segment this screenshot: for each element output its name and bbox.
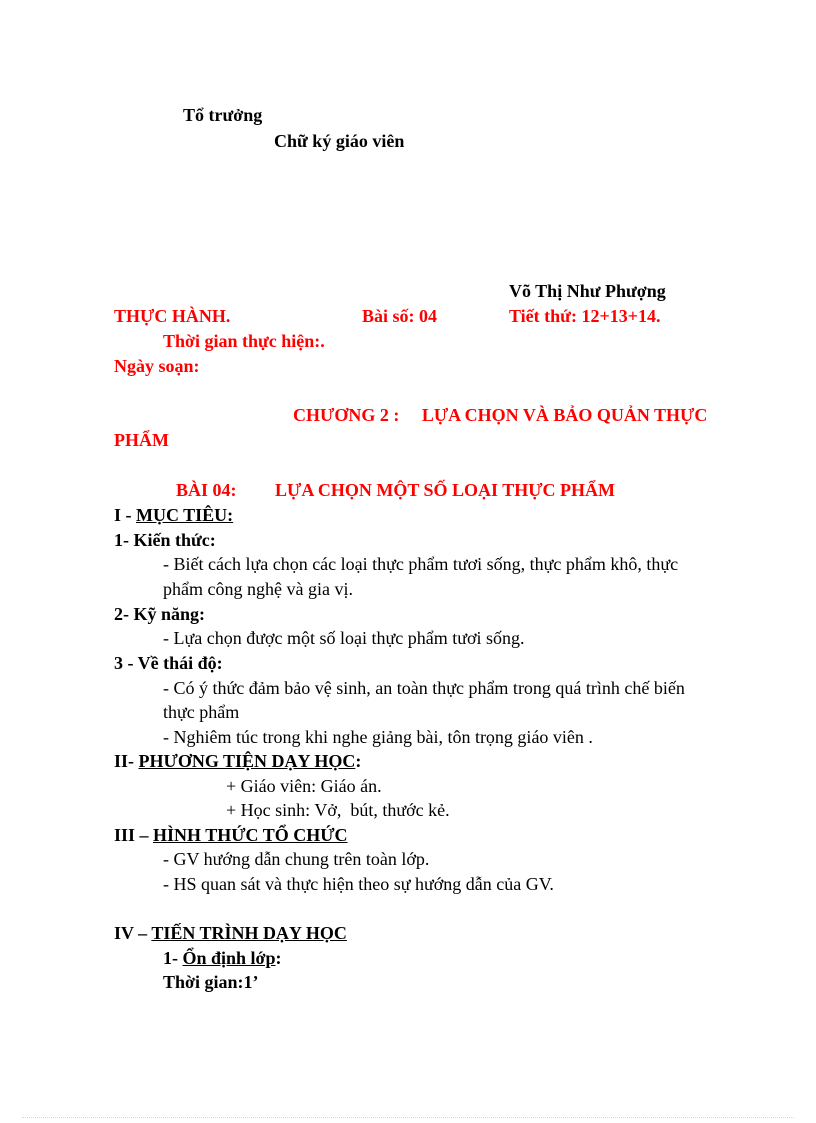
teacher-name: Võ Thị Như Phượng bbox=[509, 281, 666, 301]
knowledge-line2: phẩm công nghệ và gia vị. bbox=[163, 579, 353, 599]
section-objectives-heading bbox=[114, 504, 233, 526]
student-materials: + Học sinh: Vở, bút, thước kẻ. bbox=[226, 800, 450, 820]
section-title: MỤC TIÊU: bbox=[136, 505, 234, 525]
head-of-department-label: Tổ trưởng bbox=[183, 105, 263, 125]
step-prefix: 1- bbox=[163, 948, 183, 968]
section-title: TIẾN TRÌNH DẠY HỌC bbox=[151, 923, 347, 943]
section-title: PHƯƠNG TIỆN DẠY HỌC bbox=[138, 751, 356, 771]
lesson-type: THỰC HÀNH. bbox=[114, 306, 231, 326]
section-teaching-aids-heading bbox=[114, 750, 361, 772]
attitude-line3: - Nghiêm túc trong khi nghe giảng bài, tôn trọng giáo viên . bbox=[163, 727, 593, 747]
section-prefix: IV – bbox=[114, 923, 152, 943]
section-prefix: II- bbox=[114, 751, 139, 771]
section-prefix: I - bbox=[114, 505, 136, 525]
section-title: HÌNH THỨC TỔ CHỨC bbox=[153, 825, 348, 845]
step-colon: : bbox=[275, 948, 282, 968]
chapter-title-line2: PHẨM bbox=[114, 430, 169, 450]
periods-label: Tiết thứ: 12+13+14. bbox=[509, 306, 661, 326]
section-prefix: III – bbox=[114, 825, 154, 845]
teacher-signature-label: Chữ ký giáo viên bbox=[274, 131, 405, 151]
lesson-title: LỰA CHỌN MỘT SỐ LOẠI THỰC PHẨM bbox=[275, 480, 616, 500]
step-class-stabilization bbox=[163, 947, 282, 969]
chapter-title-line1: CHƯƠNG 2 : LỰA CHỌN VÀ BẢO QUẢN THỰC bbox=[293, 405, 708, 425]
attitude-label: 3 - Về thái độ: bbox=[114, 653, 223, 673]
attitude-line2: thực phẩm bbox=[163, 702, 240, 722]
organization-line1: - GV hướng dẫn chung trên toàn lớp. bbox=[163, 849, 430, 869]
skill-line1: - Lựa chọn được một số loại thực phẩm tươi sống. bbox=[163, 628, 525, 648]
lesson-number-label: Bài số: 04 bbox=[362, 306, 438, 326]
preparation-date-label: Ngày soạn: bbox=[114, 356, 200, 376]
lesson-number: BÀI 04: bbox=[176, 480, 237, 500]
attitude-line1: - Có ý thức đảm bảo vệ sinh, an toàn thực phẩm trong quá trình chế biến bbox=[163, 678, 685, 698]
teacher-materials: + Giáo viên: Giáo án. bbox=[226, 776, 382, 796]
step-time: Thời gian:1’ bbox=[163, 972, 259, 992]
page-bottom-divider bbox=[22, 1117, 794, 1118]
knowledge-label: 1- Kiến thức: bbox=[114, 530, 216, 550]
step-title: Ổn định lớp bbox=[182, 948, 276, 968]
section-colon: : bbox=[355, 751, 362, 771]
section-teaching-process-heading bbox=[114, 922, 347, 944]
skill-label: 2- Kỹ năng: bbox=[114, 604, 206, 624]
section-organization-heading bbox=[114, 824, 348, 846]
organization-line2: - HS quan sát và thực hiện theo sự hướng dẫn của GV. bbox=[163, 874, 554, 894]
knowledge-line1: - Biết cách lựa chọn các loại thực phẩm tươi sống, thực phẩm khô, thực bbox=[163, 554, 679, 574]
implementation-time-label: Thời gian thực hiện:. bbox=[163, 331, 325, 351]
